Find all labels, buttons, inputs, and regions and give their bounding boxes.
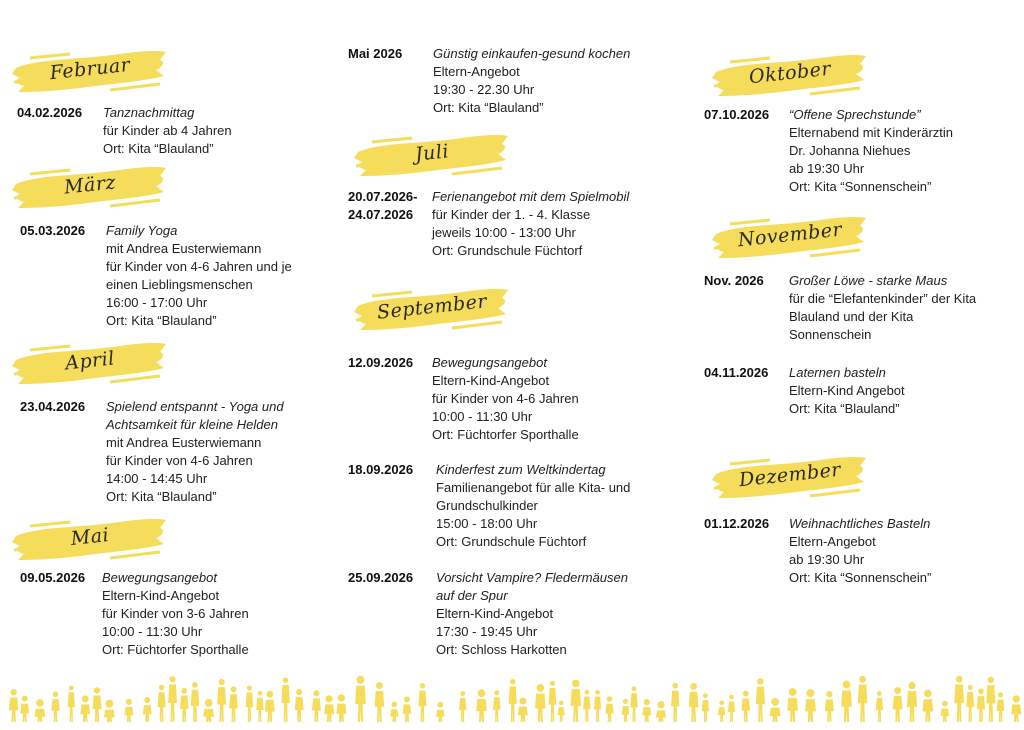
event-date: 23.04.2026 (20, 399, 86, 414)
event-line: 17:30 - 19:45 Uhr (436, 624, 538, 639)
event-date: 18.09.2026 (348, 462, 414, 477)
event-line: Ort: Kita “Blauland” (433, 100, 544, 115)
event-line: Eltern-Kind-Angebot (436, 606, 554, 621)
person-silhouette (476, 689, 486, 722)
event-date: 12.09.2026 (348, 355, 414, 370)
month-label: Juli (413, 140, 451, 166)
event-line: für Kinder von 3-6 Jahren (102, 606, 249, 621)
event-title: Kinderfest zum Weltkindertag (436, 462, 606, 477)
event-title: Günstig einkaufen-gesund kochen (433, 46, 631, 61)
person-silhouette (168, 676, 177, 722)
person-silhouette (535, 684, 545, 722)
event-line: 16:00 - 17:00 Uhr (106, 295, 208, 310)
person-silhouette (246, 686, 254, 722)
event-date: 01.12.2026 (704, 516, 770, 531)
event-title-cont: auf der Spur (436, 588, 508, 603)
event-line: mit Andrea Eusterwiemann (106, 241, 262, 256)
event-line: Eltern-Angebot (789, 534, 876, 549)
event-date: 05.03.2026 (20, 223, 86, 238)
event-title: Bewegungsangebot (432, 355, 547, 370)
month-label: September (375, 290, 489, 324)
person-silhouette (1011, 695, 1021, 722)
event-line: Ort: Grundschule Füchtorf (436, 534, 587, 549)
person-silhouette (549, 681, 557, 722)
person-silhouette (158, 685, 166, 722)
event-date: 20.07.2026- (348, 189, 418, 204)
event-line: für die “Elefantenkinder” der Kita (789, 291, 977, 306)
event-line: Elternabend mit Kinderärztin (789, 125, 954, 140)
person-silhouette (104, 700, 115, 722)
event-line: für Kinder von 4-6 Jahren und je (106, 259, 292, 274)
month-header-oktober (710, 50, 870, 102)
person-silhouette (671, 683, 679, 722)
event-line: Eltern-Angebot (433, 64, 520, 79)
person-silhouette (622, 699, 630, 722)
person-silhouette (907, 682, 917, 722)
person-silhouette (954, 676, 964, 722)
person-silhouette (941, 701, 949, 722)
person-silhouette (203, 699, 214, 722)
event-line: für Kinder der 1. - 4. Klasse (432, 207, 591, 222)
event-title: Laternen basteln (789, 365, 886, 380)
event-line: Ort: Füchtorfer Sporthalle (102, 642, 249, 657)
event-line: Eltern-Kind-Angebot (102, 588, 220, 603)
person-silhouette (80, 695, 90, 722)
event-title: Family Yoga (106, 223, 178, 238)
person-silhouette (493, 690, 501, 722)
event-line: mit Andrea Eusterwiemann (106, 435, 262, 450)
event-line: Blauland und der Kita (789, 309, 914, 324)
event-title: Bewegungsangebot (102, 570, 217, 585)
person-silhouette (583, 690, 590, 722)
person-silhouette (68, 686, 75, 722)
event-line: 10:00 - 11:30 Uhr (432, 409, 533, 424)
person-silhouette (841, 681, 852, 722)
month-header-februar (10, 46, 170, 98)
month-label: Oktober (747, 57, 833, 89)
event-title: Ferienangebot mit dem Spielmobil (432, 189, 630, 204)
person-silhouette (594, 690, 601, 722)
event-line: 10:00 - 11:30 Uhr (102, 624, 203, 639)
people-silhouettes-decoration (0, 672, 1024, 722)
event-line: Eltern-Kind Angebot (789, 383, 905, 398)
person-silhouette (787, 688, 798, 722)
person-silhouette (805, 689, 816, 722)
person-silhouette (282, 677, 290, 722)
person-silhouette (518, 697, 528, 722)
person-silhouette (256, 691, 263, 722)
month-header-april (10, 338, 170, 390)
event-line: Ort: Schloss Harkotten (436, 642, 567, 657)
person-silhouette (630, 686, 637, 722)
person-silhouette (295, 689, 304, 722)
person-silhouette (35, 699, 46, 722)
person-silhouette (459, 691, 466, 722)
event-title: Weihnachtliches Basteln (789, 516, 931, 531)
event-title: Vorsicht Vampire? Fledermäusen (436, 570, 628, 585)
event-line: ab 19:30 Uhr (789, 552, 865, 567)
person-silhouette (966, 685, 974, 722)
event-date-end: 24.07.2026 (348, 207, 414, 222)
event-line: Ort: Kita “Blauland” (106, 489, 217, 504)
month-label: Februar (48, 53, 132, 85)
event-title: Tanznachmittag (103, 105, 195, 120)
event-line: Ort: Kita “Blauland” (789, 401, 900, 416)
event-date: Mai 2026 (348, 46, 403, 61)
person-silhouette (558, 701, 565, 722)
person-silhouette (143, 697, 152, 722)
person-silhouette (571, 680, 581, 722)
person-silhouette (728, 695, 735, 722)
person-silhouette (741, 691, 750, 722)
month-header-mai (10, 514, 170, 566)
event-line: jeweils 10:00 - 13:00 Uhr (432, 225, 576, 240)
event-line: Grundschulkinder (436, 498, 538, 513)
event-date: 07.10.2026 (704, 107, 770, 122)
month-label: November (736, 218, 844, 252)
event-line: Eltern-Kind-Angebot (432, 373, 550, 388)
event-line: Ort: Kita “Blauland” (106, 313, 217, 328)
person-silhouette (825, 691, 834, 722)
event-line: 15:00 - 18:00 Uhr (436, 516, 538, 531)
person-silhouette (605, 696, 613, 722)
event-date: 04.02.2026 (17, 105, 83, 120)
person-silhouette (265, 691, 275, 722)
person-silhouette (229, 686, 238, 722)
event-date: 09.05.2026 (20, 570, 86, 585)
event-date: 25.09.2026 (348, 570, 414, 585)
person-silhouette (390, 702, 398, 722)
event-date: Nov. 2026 (704, 273, 764, 288)
person-silhouette (20, 696, 29, 722)
person-silhouette (418, 683, 426, 722)
person-silhouette (9, 689, 18, 722)
month-label: Dezember (738, 458, 842, 492)
person-silhouette (180, 688, 188, 722)
person-silhouette (125, 699, 134, 722)
event-line: Ort: Kita “Sonnenschein” (789, 570, 932, 585)
event-line: 14:00 - 14:45 Uhr (106, 471, 208, 486)
person-silhouette (986, 677, 995, 722)
month-label: Mai (69, 524, 111, 550)
person-silhouette (217, 679, 226, 722)
event-line: Ort: Kita “Blauland” (103, 141, 214, 156)
event-title: “Offene Sprechstunde” (789, 107, 921, 122)
event-line: ab 19:30 Uhr (789, 161, 865, 176)
event-title: Großer Löwe - starke Maus (789, 273, 948, 288)
month-label: März (63, 171, 117, 199)
event-line: Ort: Füchtorfer Sporthalle (432, 427, 579, 442)
person-silhouette (923, 690, 934, 722)
person-silhouette (770, 698, 781, 722)
event-line: für Kinder von 4-6 Jahren (106, 453, 253, 468)
person-silhouette (312, 690, 321, 722)
event-line: Dr. Johanna Niehues (789, 143, 911, 158)
month-header-juli (352, 130, 512, 182)
person-silhouette (893, 687, 903, 722)
person-silhouette (436, 702, 444, 722)
month-header-november (710, 212, 870, 264)
person-silhouette (702, 693, 709, 722)
person-silhouette (324, 695, 334, 722)
person-silhouette (191, 682, 199, 722)
event-line: Familienangebot für alle Kita- und (436, 480, 631, 495)
person-silhouette (403, 696, 412, 722)
month-header-dezember (710, 452, 870, 504)
person-silhouette (93, 687, 102, 722)
person-silhouette (51, 692, 59, 722)
event-line: für Kinder von 4-6 Jahren (432, 391, 579, 406)
event-date: 04.11.2026 (704, 365, 769, 380)
event-line: einen Lieblingsmenschen (106, 277, 253, 292)
person-silhouette (997, 692, 1005, 722)
month-header-maerz (10, 162, 170, 214)
event-title: Spielend entspannt - Yoga und (106, 399, 284, 414)
event-line: Ort: Kita “Sonnenschein” (789, 179, 932, 194)
event-line: 19:30 - 22.30 Uhr (433, 82, 535, 97)
event-title-cont: Achtsamkeit für kleine Helden (106, 417, 278, 432)
person-silhouette (642, 699, 651, 722)
person-silhouette (718, 700, 725, 722)
person-silhouette (336, 694, 346, 722)
person-silhouette (876, 691, 883, 722)
person-silhouette (977, 688, 985, 722)
person-silhouette (355, 676, 366, 722)
person-silhouette (858, 676, 868, 722)
event-line: Sonnenschein (789, 327, 872, 342)
event-line: Ort: Grundschule Füchtorf (432, 243, 583, 258)
person-silhouette (509, 679, 517, 722)
person-silhouette (375, 682, 385, 722)
person-silhouette (756, 678, 765, 722)
month-header-september (352, 284, 512, 336)
person-silhouette (689, 683, 699, 722)
person-silhouette (656, 701, 666, 722)
event-line: für Kinder ab 4 Jahren (103, 123, 232, 138)
month-label: April (64, 347, 116, 375)
